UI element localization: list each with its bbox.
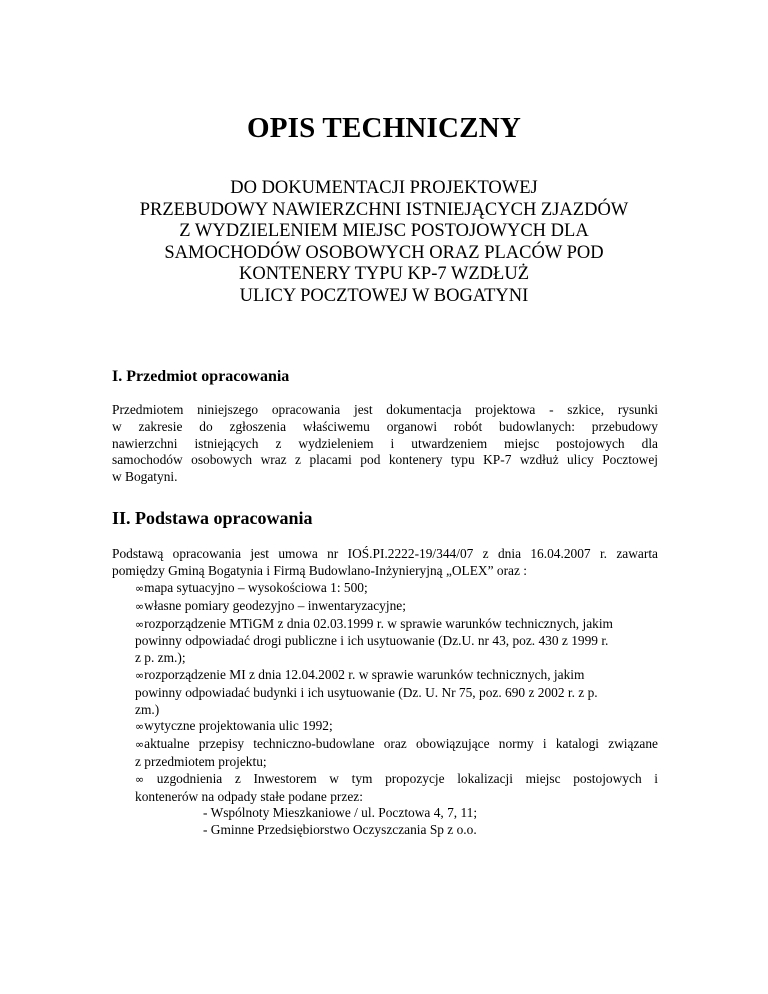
infinity-bullet-icon: ∞ <box>135 668 145 682</box>
list-item-text: aktualne przepisy techniczno-budowlane oraz obowiązujące normy i katalogi związane <box>144 736 658 752</box>
infinity-bullet-icon: ∞ <box>135 617 145 631</box>
infinity-bullet-icon: ∞ <box>135 720 145 734</box>
infinity-bullet-icon: ∞ <box>135 582 145 595</box>
subtitle-line: PRZEBUDOWY NAWIERZCHNI ISTNIEJĄCYCH ZJAZDÓW <box>139 199 629 220</box>
list-item <box>135 718 658 736</box>
list-item-text: mapa sytuacyjno – wysokościowa 1: 500; <box>144 580 368 595</box>
subtitle-line: ULICY POCZTOWEJ W BOGATYNI <box>239 285 529 306</box>
paragraph-line: w zakresie do zgłoszenia właściwemu organowi robót budowlanych: przebudowy <box>112 418 658 434</box>
list-item <box>135 667 658 718</box>
paragraph-line: Podstawą opracowania jest umowa nr IOŚ.PI.2222-19/344/07 z dnia 16.04.2007 r. zawarta <box>112 546 658 561</box>
list-item-text: kontenerów na odpady stałe podane przez: <box>135 788 363 804</box>
infinity-bullet-icon: ∞ <box>135 738 145 752</box>
subtitle-line: SAMOCHODÓW OSOBOWYCH ORAZ PLACÓW POD <box>164 242 604 263</box>
list-item-text: zm.) <box>135 701 160 717</box>
list-item <box>135 616 658 667</box>
document-title: OPIS TECHNICZNY <box>247 112 521 144</box>
list-item <box>135 580 658 598</box>
list-item-text: rozporządzenie MTiGM z dnia 02.03.1999 r. w sprawie warunków technicznych, jakim <box>144 615 613 631</box>
subtitle-line: KONTENERY TYPU KP-7 WZDŁUŻ <box>239 264 529 284</box>
subtitle-line: DO DOKUMENTACJI PROJEKTOWEJ <box>230 178 538 198</box>
list-item-text: powinny odpowiadać budynki i ich usytuowanie (Dz. U. Nr 75, poz. 690 z 2002 r. z p. <box>135 684 598 700</box>
sub-list-item: - Wspólnoty Mieszkaniowe / ul. Pocztowa 4, 7, 11; <box>203 805 478 821</box>
infinity-bullet-icon: ∞ <box>135 772 145 786</box>
subtitle-line: Z WYDZIELENIEM MIEJSC POSTOJOWYCH DLA <box>179 221 589 241</box>
section-1-paragraph <box>112 402 658 486</box>
list-item-text: wytyczne projektowania ulic 1992; <box>144 718 333 734</box>
list-item-text: własne pomiary geodezyjno – inwentaryzacyjne; <box>144 597 406 613</box>
sub-list-item: - Gminne Przedsiębiorstwo Oczyszczania Sp z o.o. <box>203 822 477 838</box>
section-2-heading: II. Podstawa opracowania <box>112 508 313 528</box>
section-2-intro <box>112 546 658 580</box>
list-item <box>135 598 658 616</box>
infinity-bullet-icon: ∞ <box>135 599 145 613</box>
paragraph-line: nawierzchni istniejących z wydzieleniem i utwardzeniem miejsc postojowych dla <box>112 435 658 451</box>
list-item-text: uzgodnienia z Inwestorem w tym propozycje lokalizacji miejsc postojowych i <box>144 770 658 786</box>
paragraph-line: samochodów osobowych wraz z placami pod kontenery typu KP-7 wzdłuż ulicy Pocztowej <box>112 452 658 468</box>
document-subtitle <box>0 178 768 307</box>
list-item-text: z p. zm.); <box>135 650 186 666</box>
list-item <box>135 771 658 806</box>
paragraph-line: w Bogatyni. <box>112 469 178 485</box>
list-item-text: powinny odpowiadać drogi publiczne i ich usytuowanie (Dz.U. nr 43, poz. 430 z 1999 r. <box>135 633 609 649</box>
list-item <box>135 736 658 771</box>
section-1-heading: I. Przedmiot opracowania <box>112 368 290 385</box>
paragraph-line: pomiędzy Gminą Bogatynia i Firmą Budowlano-Inżynieryjną „OLEX” oraz : <box>112 562 527 578</box>
basis-list <box>135 580 658 839</box>
list-item-text: rozporządzenie MI z dnia 12.04.2002 r. w sprawie warunków technicznych, jakim <box>144 666 585 682</box>
paragraph-line: Przedmiotem niniejszego opracowania jest dokumentacja projektowa - szkice, rysunki <box>112 402 658 417</box>
list-item-text: z przedmiotem projektu; <box>135 753 267 769</box>
